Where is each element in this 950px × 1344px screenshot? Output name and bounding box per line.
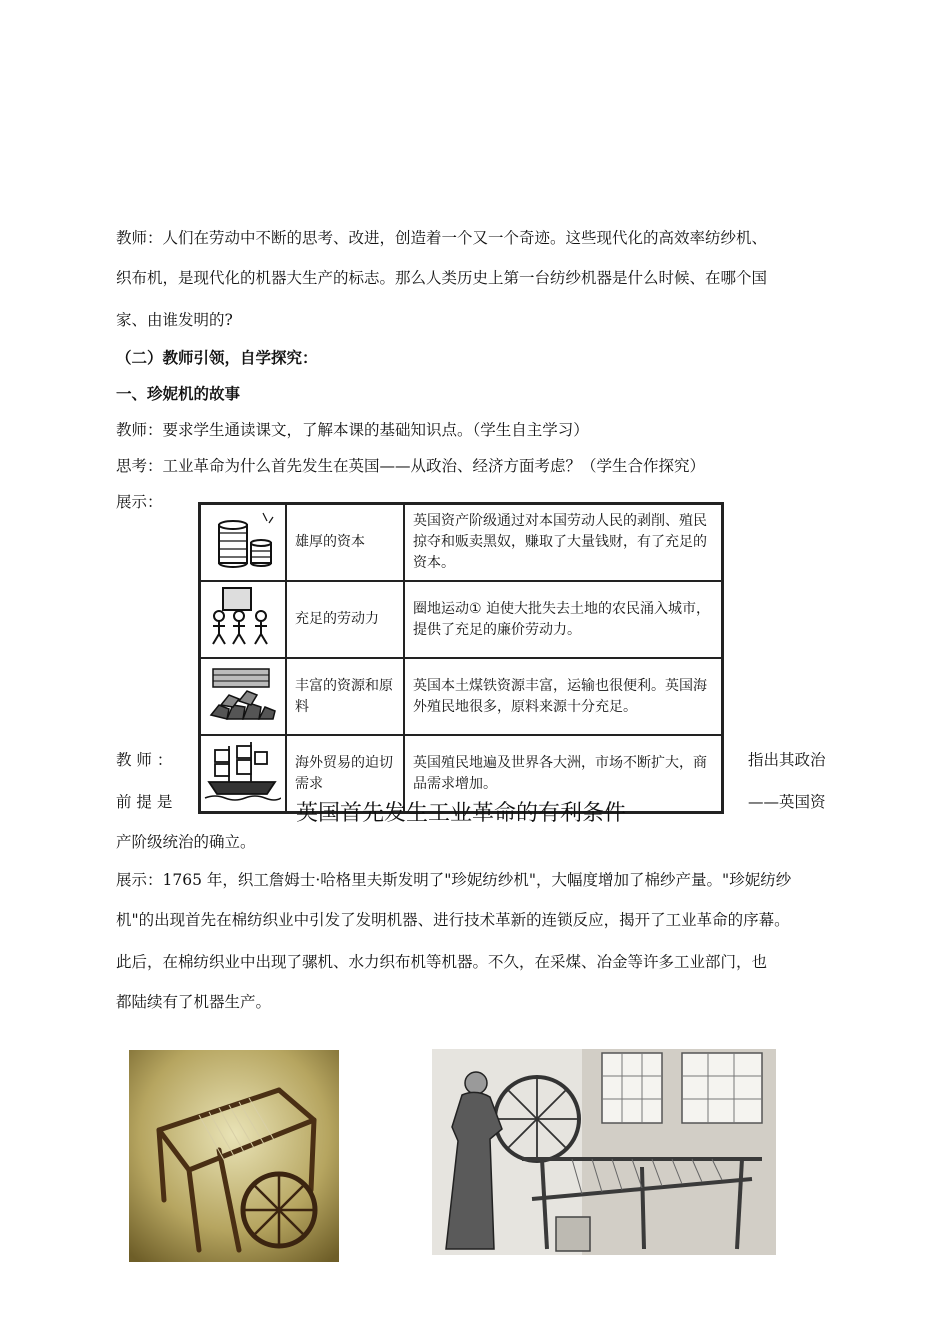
paragraph-bourgeois-rule: 产阶级统治的确立。 bbox=[116, 833, 256, 851]
conditions-table bbox=[198, 502, 724, 814]
row-icon-cell bbox=[200, 658, 287, 735]
heading-self-study: （二）教师引领，自学探究： bbox=[116, 348, 318, 367]
paragraph-teacher-line1: 教师：人们在劳动中不断的思考、改进，创造着一个又一个奇迹。这些现代化的高效率纺纱机、 bbox=[116, 229, 768, 247]
paragraph-jenny-line4: 都陆续有了机器生产。 bbox=[116, 993, 272, 1011]
trade-ship-icon bbox=[203, 738, 281, 802]
paragraph-teacher-line3: 家、由谁发明的? bbox=[116, 311, 233, 329]
condition-cell: 充足的劳动力 bbox=[286, 581, 404, 658]
woman-spinning-engraving-image bbox=[432, 1049, 776, 1255]
paragraph-teacher-right: 指出其政治 bbox=[748, 751, 826, 769]
paragraph-think: 思考：工业革命为什么首先发生在英国——从政治、经济方面考虑？（学生合作探究） bbox=[116, 457, 706, 475]
figure-caption: 英国首先发生工业革命的有利条件 bbox=[295, 801, 626, 826]
condition-cell: 海外贸易的迫切需求 bbox=[286, 735, 404, 813]
paragraph-jenny-line1: 展示：1765 年，织工詹姆士·哈格里夫斯发明了"珍妮纺纱机"，大幅度增加了棉纱产量。"珍妮纺纱 bbox=[116, 871, 792, 889]
paragraph-show: 展示： bbox=[116, 493, 163, 511]
paragraph-teacher-line2: 织布机，是现代化的机器大生产的标志。那么人类历史上第一台纺纱机器是什么时候、在哪个国 bbox=[116, 269, 768, 287]
paragraph-read-text: 教师：要求学生通读课文，了解本课的基础知识点。（学生自主学习） bbox=[116, 421, 589, 439]
table-row bbox=[200, 581, 723, 658]
description-cell: 英国资产阶级通过对本国劳动人民的剥削、殖民掠夺和贩卖黑奴，赚取了大量钱财，有了充足的资本。 bbox=[404, 504, 723, 582]
description-cell: 英国殖民地遍及世界各大洲，市场不断扩大，商品需求增加。 bbox=[404, 735, 723, 813]
description-cell: 圈地运动① 迫使大批失去土地的农民涌入城市，提供了充足的廉价劳动力。 bbox=[404, 581, 723, 658]
description-cell: 英国本土煤铁资源丰富，运输也很便利。英国海外殖民地很多，原料来源十分充足。 bbox=[404, 658, 723, 735]
paragraph-teacher-left: 教 师 ： bbox=[116, 751, 173, 769]
paragraph-jenny-line3: 此后，在棉纺织业中出现了骡机、水力织布机等机器。不久，在采煤、冶金等许多工业部门，也 bbox=[116, 953, 768, 971]
coin-stack-icon bbox=[203, 507, 281, 571]
workers-icon bbox=[203, 584, 281, 648]
heading-jenny-story: 一、珍妮机的故事 bbox=[116, 384, 241, 403]
table-row bbox=[200, 504, 723, 582]
table-row bbox=[200, 658, 723, 735]
paragraph-premise-left: 前 提 是 bbox=[116, 793, 173, 811]
row-icon-cell bbox=[200, 581, 287, 658]
paragraph-premise-right: ——英国资 bbox=[748, 793, 826, 811]
condition-cell: 雄厚的资本 bbox=[286, 504, 404, 582]
favorable-conditions-figure bbox=[198, 502, 724, 792]
row-icon-cell bbox=[200, 504, 287, 582]
coal-ore-icon bbox=[203, 661, 281, 725]
spinning-jenny-model-image bbox=[129, 1050, 339, 1262]
condition-cell: 丰富的资源和原料 bbox=[286, 658, 404, 735]
paragraph-jenny-line2: 机"的出现首先在棉纺织业中引发了发明机器、进行技术革新的连锁反应，揭开了工业革命的序幕。 bbox=[116, 911, 790, 929]
